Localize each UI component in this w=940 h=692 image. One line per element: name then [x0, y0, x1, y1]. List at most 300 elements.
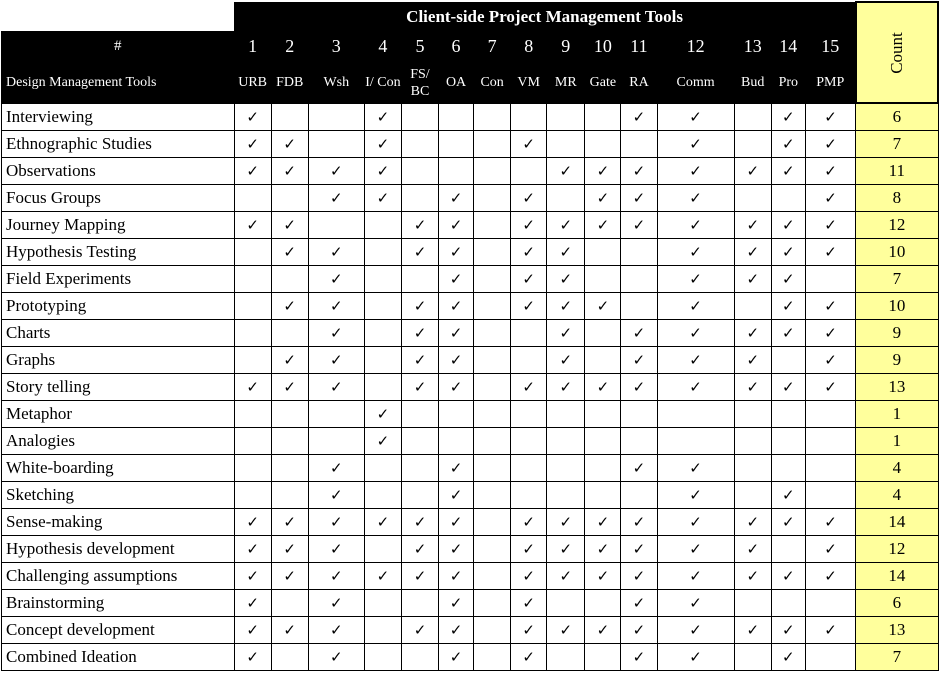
- empty-cell: [734, 185, 771, 212]
- column-number: 13: [734, 31, 771, 62]
- tool-name: Interviewing: [2, 103, 235, 131]
- empty-cell: [364, 293, 401, 320]
- count-header-label: Count: [886, 31, 906, 74]
- check-mark-cell: ✓: [547, 212, 585, 239]
- empty-cell: [585, 482, 621, 509]
- tool-name: Focus Groups: [2, 185, 235, 212]
- check-mark-cell: ✓: [657, 590, 734, 617]
- check-mark-cell: ✓: [234, 158, 271, 185]
- check-mark-cell: ✓: [439, 266, 474, 293]
- check-mark-cell: ✓: [585, 536, 621, 563]
- empty-cell: [771, 401, 805, 428]
- check-mark-cell: ✓: [657, 158, 734, 185]
- check-mark-cell: ✓: [271, 374, 308, 401]
- check-mark-cell: ✓: [657, 293, 734, 320]
- count-cell: 1: [856, 428, 938, 455]
- empty-cell: [364, 482, 401, 509]
- empty-cell: [234, 266, 271, 293]
- check-mark-cell: ✓: [547, 347, 585, 374]
- empty-cell: [401, 158, 438, 185]
- check-mark-cell: ✓: [439, 536, 474, 563]
- empty-cell: [364, 644, 401, 671]
- empty-cell: [474, 509, 511, 536]
- check-mark-cell: ✓: [734, 563, 771, 590]
- column-abbr: FDB: [271, 62, 308, 103]
- empty-cell: [364, 347, 401, 374]
- check-mark-cell: ✓: [439, 482, 474, 509]
- empty-cell: [511, 401, 547, 428]
- column-number: 2: [271, 31, 308, 62]
- check-mark-cell: ✓: [401, 509, 438, 536]
- check-mark-cell: ✓: [771, 131, 805, 158]
- check-mark-cell: ✓: [657, 617, 734, 644]
- check-mark-cell: ✓: [657, 374, 734, 401]
- check-mark-cell: ✓: [439, 617, 474, 644]
- check-mark-cell: ✓: [271, 509, 308, 536]
- check-mark-cell: ✓: [771, 644, 805, 671]
- table-row: [2, 320, 939, 347]
- check-mark-cell: ✓: [657, 482, 734, 509]
- check-mark-cell: ✓: [547, 158, 585, 185]
- check-mark-cell: ✓: [805, 212, 855, 239]
- check-mark-cell: ✓: [657, 509, 734, 536]
- column-abbr: Wsh: [308, 62, 364, 103]
- tool-name: Journey Mapping: [2, 212, 235, 239]
- check-mark-cell: ✓: [547, 617, 585, 644]
- check-mark-cell: ✓: [401, 239, 438, 266]
- check-mark-cell: ✓: [271, 212, 308, 239]
- empty-cell: [771, 590, 805, 617]
- empty-cell: [585, 347, 621, 374]
- empty-cell: [805, 590, 855, 617]
- table-row: [2, 428, 939, 455]
- empty-cell: [547, 455, 585, 482]
- check-mark-cell: ✓: [511, 536, 547, 563]
- count-cell: 7: [856, 644, 938, 671]
- check-mark-cell: ✓: [364, 401, 401, 428]
- empty-cell: [401, 428, 438, 455]
- check-mark-cell: ✓: [585, 158, 621, 185]
- check-mark-cell: ✓: [511, 644, 547, 671]
- check-mark-cell: ✓: [621, 320, 657, 347]
- check-mark-cell: ✓: [585, 563, 621, 590]
- check-mark-cell: ✓: [805, 158, 855, 185]
- empty-cell: [271, 185, 308, 212]
- check-mark-cell: ✓: [805, 563, 855, 590]
- hash-label: #: [2, 31, 235, 62]
- empty-cell: [474, 103, 511, 131]
- empty-cell: [401, 644, 438, 671]
- empty-cell: [547, 131, 585, 158]
- empty-cell: [271, 482, 308, 509]
- check-mark-cell: ✓: [439, 185, 474, 212]
- empty-cell: [308, 401, 364, 428]
- empty-cell: [621, 482, 657, 509]
- empty-cell: [734, 293, 771, 320]
- table-row: [2, 293, 939, 320]
- empty-cell: [271, 320, 308, 347]
- check-mark-cell: ✓: [271, 131, 308, 158]
- count-cell: 11: [856, 158, 938, 185]
- column-number: 11: [621, 31, 657, 62]
- empty-cell: [474, 374, 511, 401]
- tool-name: Graphs: [2, 347, 235, 374]
- check-mark-cell: ✓: [308, 563, 364, 590]
- check-mark-cell: ✓: [734, 158, 771, 185]
- count-cell: 9: [856, 320, 938, 347]
- empty-cell: [364, 212, 401, 239]
- row-header-label: Design Management Tools: [2, 62, 235, 103]
- check-mark-cell: ✓: [271, 536, 308, 563]
- check-mark-cell: ✓: [547, 239, 585, 266]
- check-mark-cell: ✓: [308, 644, 364, 671]
- empty-cell: [308, 103, 364, 131]
- check-mark-cell: ✓: [364, 428, 401, 455]
- empty-cell: [474, 347, 511, 374]
- check-mark-cell: ✓: [657, 536, 734, 563]
- empty-cell: [511, 103, 547, 131]
- empty-cell: [547, 428, 585, 455]
- table-row: [2, 266, 939, 293]
- empty-cell: [364, 617, 401, 644]
- check-mark-cell: ✓: [771, 239, 805, 266]
- check-mark-cell: ✓: [547, 536, 585, 563]
- empty-cell: [401, 455, 438, 482]
- column-number: 12: [657, 31, 734, 62]
- empty-cell: [585, 455, 621, 482]
- empty-cell: [474, 482, 511, 509]
- check-mark-cell: ✓: [271, 239, 308, 266]
- check-mark-cell: ✓: [621, 374, 657, 401]
- empty-cell: [401, 131, 438, 158]
- check-mark-cell: ✓: [308, 185, 364, 212]
- column-abbr: I/ Con: [364, 62, 401, 103]
- empty-cell: [401, 482, 438, 509]
- check-mark-cell: ✓: [439, 644, 474, 671]
- tool-name: Challenging assumptions: [2, 563, 235, 590]
- empty-cell: [474, 536, 511, 563]
- check-mark-cell: ✓: [734, 320, 771, 347]
- check-mark-cell: ✓: [439, 212, 474, 239]
- check-mark-cell: ✓: [621, 563, 657, 590]
- empty-cell: [805, 428, 855, 455]
- empty-cell: [771, 185, 805, 212]
- check-mark-cell: ✓: [234, 131, 271, 158]
- check-mark-cell: ✓: [308, 455, 364, 482]
- empty-cell: [511, 428, 547, 455]
- empty-cell: [234, 401, 271, 428]
- table-row: [2, 374, 939, 401]
- table-row: [2, 644, 939, 671]
- check-mark-cell: ✓: [511, 590, 547, 617]
- empty-cell: [234, 185, 271, 212]
- check-mark-cell: ✓: [401, 212, 438, 239]
- table-row: [2, 482, 939, 509]
- empty-cell: [734, 103, 771, 131]
- table-row: [2, 455, 939, 482]
- empty-cell: [271, 401, 308, 428]
- count-header: [856, 2, 938, 103]
- check-mark-cell: ✓: [657, 103, 734, 131]
- check-mark-cell: ✓: [511, 185, 547, 212]
- table-row: [2, 212, 939, 239]
- tool-name: Story telling: [2, 374, 235, 401]
- check-mark-cell: ✓: [734, 509, 771, 536]
- check-mark-cell: ✓: [234, 103, 271, 131]
- check-mark-cell: ✓: [734, 617, 771, 644]
- empty-cell: [474, 428, 511, 455]
- count-cell: 14: [856, 509, 938, 536]
- column-abbr: Comm: [657, 62, 734, 103]
- column-abbr: OA: [439, 62, 474, 103]
- empty-cell: [234, 482, 271, 509]
- count-cell: 7: [856, 131, 938, 158]
- count-cell: 8: [856, 185, 938, 212]
- check-mark-cell: ✓: [585, 374, 621, 401]
- check-mark-cell: ✓: [621, 212, 657, 239]
- count-cell: 12: [856, 212, 938, 239]
- empty-cell: [271, 455, 308, 482]
- empty-cell: [364, 455, 401, 482]
- empty-cell: [585, 590, 621, 617]
- check-mark-cell: ✓: [364, 131, 401, 158]
- empty-cell: [271, 644, 308, 671]
- column-abbr: RA: [621, 62, 657, 103]
- empty-cell: [585, 131, 621, 158]
- check-mark-cell: ✓: [439, 509, 474, 536]
- check-mark-cell: ✓: [547, 293, 585, 320]
- check-mark-cell: ✓: [734, 266, 771, 293]
- check-mark-cell: ✓: [657, 320, 734, 347]
- check-mark-cell: ✓: [585, 617, 621, 644]
- check-mark-cell: ✓: [234, 644, 271, 671]
- tool-name: Sketching: [2, 482, 235, 509]
- check-mark-cell: ✓: [621, 644, 657, 671]
- empty-cell: [585, 103, 621, 131]
- check-mark-cell: ✓: [308, 536, 364, 563]
- check-mark-cell: ✓: [308, 374, 364, 401]
- empty-cell: [547, 644, 585, 671]
- column-number: 9: [547, 31, 585, 62]
- check-mark-cell: ✓: [271, 617, 308, 644]
- check-mark-cell: ✓: [657, 644, 734, 671]
- empty-cell: [621, 266, 657, 293]
- check-mark-cell: ✓: [511, 617, 547, 644]
- check-mark-cell: ✓: [308, 239, 364, 266]
- column-abbr: FS/ BC: [401, 62, 438, 103]
- empty-cell: [474, 617, 511, 644]
- column-number: 8: [511, 31, 547, 62]
- check-mark-cell: ✓: [805, 347, 855, 374]
- tool-name: Prototyping: [2, 293, 235, 320]
- count-cell: 4: [856, 455, 938, 482]
- empty-cell: [271, 590, 308, 617]
- check-mark-cell: ✓: [771, 320, 805, 347]
- empty-cell: [439, 131, 474, 158]
- table-row: [2, 239, 939, 266]
- empty-cell: [474, 158, 511, 185]
- empty-cell: [474, 266, 511, 293]
- check-mark-cell: ✓: [771, 374, 805, 401]
- empty-cell: [401, 401, 438, 428]
- check-mark-cell: ✓: [511, 131, 547, 158]
- empty-cell: [364, 320, 401, 347]
- empty-cell: [234, 347, 271, 374]
- empty-cell: [771, 536, 805, 563]
- tool-name: Sense-making: [2, 509, 235, 536]
- check-mark-cell: ✓: [364, 563, 401, 590]
- check-mark-cell: ✓: [805, 617, 855, 644]
- check-mark-cell: ✓: [271, 158, 308, 185]
- check-mark-cell: ✓: [271, 293, 308, 320]
- empty-cell: [621, 401, 657, 428]
- check-mark-cell: ✓: [364, 509, 401, 536]
- check-mark-cell: ✓: [271, 563, 308, 590]
- empty-cell: [547, 185, 585, 212]
- empty-cell: [621, 239, 657, 266]
- check-mark-cell: ✓: [308, 482, 364, 509]
- check-mark-cell: ✓: [547, 509, 585, 536]
- check-mark-cell: ✓: [621, 347, 657, 374]
- check-mark-cell: ✓: [234, 536, 271, 563]
- column-abbr: Bud: [734, 62, 771, 103]
- check-mark-cell: ✓: [439, 239, 474, 266]
- table-row: [2, 401, 939, 428]
- count-cell: 13: [856, 374, 938, 401]
- check-mark-cell: ✓: [771, 266, 805, 293]
- check-mark-cell: ✓: [364, 185, 401, 212]
- empty-cell: [621, 428, 657, 455]
- tool-name: Ethnographic Studies: [2, 131, 235, 158]
- check-mark-cell: ✓: [439, 563, 474, 590]
- check-mark-cell: ✓: [401, 563, 438, 590]
- check-mark-cell: ✓: [621, 590, 657, 617]
- count-cell: 4: [856, 482, 938, 509]
- check-mark-cell: ✓: [585, 212, 621, 239]
- empty-cell: [805, 644, 855, 671]
- empty-cell: [511, 482, 547, 509]
- title-row: [2, 2, 939, 31]
- count-cell: 10: [856, 293, 938, 320]
- empty-cell: [401, 266, 438, 293]
- empty-cell: [271, 428, 308, 455]
- empty-cell: [621, 293, 657, 320]
- check-mark-cell: ✓: [401, 293, 438, 320]
- table-row: [2, 103, 939, 131]
- table-row: [2, 617, 939, 644]
- column-abbr: URB: [234, 62, 271, 103]
- check-mark-cell: ✓: [657, 347, 734, 374]
- table-body: [2, 103, 939, 671]
- empty-cell: [401, 103, 438, 131]
- empty-cell: [474, 185, 511, 212]
- check-mark-cell: ✓: [439, 293, 474, 320]
- empty-cell: [805, 455, 855, 482]
- column-number: 14: [771, 31, 805, 62]
- count-cell: 7: [856, 266, 938, 293]
- empty-cell: [401, 590, 438, 617]
- check-mark-cell: ✓: [308, 266, 364, 293]
- check-mark-cell: ✓: [439, 455, 474, 482]
- check-mark-cell: ✓: [364, 158, 401, 185]
- empty-cell: [364, 536, 401, 563]
- empty-cell: [511, 158, 547, 185]
- check-mark-cell: ✓: [657, 212, 734, 239]
- check-mark-cell: ✓: [621, 158, 657, 185]
- empty-cell: [547, 482, 585, 509]
- empty-cell: [585, 266, 621, 293]
- empty-cell: [734, 401, 771, 428]
- empty-cell: [805, 266, 855, 293]
- empty-cell: [364, 374, 401, 401]
- column-number: 7: [474, 31, 511, 62]
- empty-cell: [511, 347, 547, 374]
- empty-cell: [308, 428, 364, 455]
- empty-cell: [585, 320, 621, 347]
- table-row: [2, 347, 939, 374]
- empty-cell: [657, 401, 734, 428]
- column-number: 3: [308, 31, 364, 62]
- count-cell: 6: [856, 590, 938, 617]
- check-mark-cell: ✓: [657, 239, 734, 266]
- corner-blank: [2, 2, 235, 31]
- empty-cell: [474, 239, 511, 266]
- check-mark-cell: ✓: [771, 212, 805, 239]
- check-mark-cell: ✓: [657, 563, 734, 590]
- check-mark-cell: ✓: [308, 293, 364, 320]
- empty-cell: [474, 455, 511, 482]
- empty-cell: [585, 644, 621, 671]
- check-mark-cell: ✓: [401, 617, 438, 644]
- column-number: 10: [585, 31, 621, 62]
- column-abbr: MR: [547, 62, 585, 103]
- count-cell: 9: [856, 347, 938, 374]
- empty-cell: [657, 428, 734, 455]
- check-mark-cell: ✓: [401, 347, 438, 374]
- empty-cell: [234, 239, 271, 266]
- column-number: 15: [805, 31, 855, 62]
- check-mark-cell: ✓: [234, 563, 271, 590]
- table-row: [2, 590, 939, 617]
- check-mark-cell: ✓: [621, 536, 657, 563]
- empty-cell: [439, 401, 474, 428]
- count-cell: 10: [856, 239, 938, 266]
- empty-cell: [734, 482, 771, 509]
- empty-cell: [734, 590, 771, 617]
- check-mark-cell: ✓: [805, 293, 855, 320]
- empty-cell: [364, 266, 401, 293]
- check-mark-cell: ✓: [734, 536, 771, 563]
- column-number: 1: [234, 31, 271, 62]
- check-mark-cell: ✓: [734, 374, 771, 401]
- empty-cell: [734, 455, 771, 482]
- count-cell: 6: [856, 103, 938, 131]
- check-mark-cell: ✓: [308, 347, 364, 374]
- check-mark-cell: ✓: [805, 185, 855, 212]
- empty-cell: [474, 131, 511, 158]
- check-mark-cell: ✓: [771, 617, 805, 644]
- check-mark-cell: ✓: [308, 590, 364, 617]
- check-mark-cell: ✓: [234, 617, 271, 644]
- empty-cell: [734, 644, 771, 671]
- check-mark-cell: ✓: [511, 563, 547, 590]
- empty-cell: [439, 428, 474, 455]
- check-mark-cell: ✓: [234, 590, 271, 617]
- empty-cell: [511, 455, 547, 482]
- empty-cell: [271, 103, 308, 131]
- check-mark-cell: ✓: [585, 185, 621, 212]
- tool-name: Observations: [2, 158, 235, 185]
